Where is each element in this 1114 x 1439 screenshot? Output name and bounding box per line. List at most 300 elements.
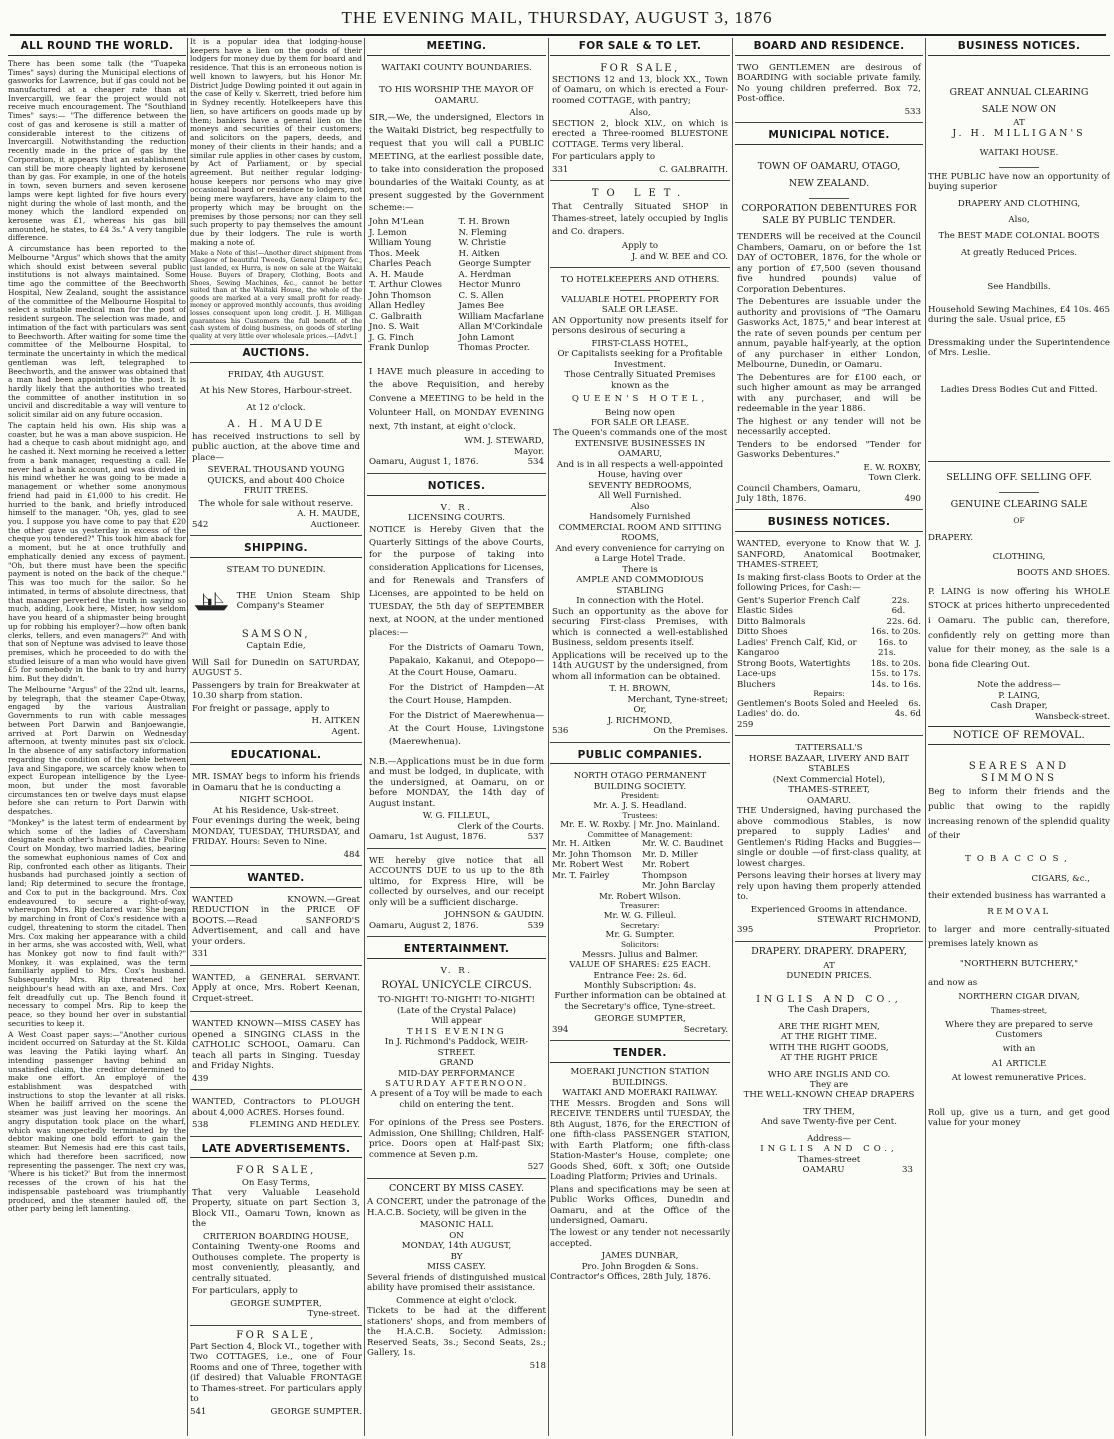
ad-line: The whole for sale without reserve. xyxy=(198,498,354,509)
ad-line: WAITAKI HOUSE. xyxy=(979,148,1059,159)
ad-number: 534 xyxy=(527,457,544,468)
ad-body: Roll up, give us a turn, and get good value for your money xyxy=(928,1107,1110,1129)
ad-signature-role: Secretary. xyxy=(683,1024,728,1035)
educational-ad xyxy=(190,769,362,866)
tender-ad xyxy=(550,1067,730,1283)
ad-number: 533 xyxy=(904,106,921,117)
ad-number: 537 xyxy=(527,832,544,843)
price-value: 6s. xyxy=(908,698,921,709)
ad-line: ARE THE RIGHT MEN, xyxy=(778,1021,880,1032)
ad-title: CORPORATION DEBENTURES FOR SALE BY PUBLIC TENDER. xyxy=(741,203,917,226)
ad-number: 259 xyxy=(737,719,754,730)
ad-body: Plans and specifications may be seen at Public Works Offices, Dunedin and Oamaru, and at the Office of the undersigned, Oamaru. xyxy=(550,1184,730,1226)
price-value: 18s. to 20s. xyxy=(870,658,921,669)
signatory-name: Charles Peach xyxy=(369,259,432,270)
ad-signature: C. GALBRAITH. xyxy=(659,164,728,175)
section-heading: AUCTIONS. xyxy=(190,344,362,363)
ad-line: At lowest remunerative Prices. xyxy=(951,1073,1087,1084)
ad-line: BOOTS AND SHOES. xyxy=(1016,568,1110,579)
ad-signature: P. LAING, xyxy=(998,690,1040,701)
signatory-name: John Lamont xyxy=(458,332,515,343)
ad-body: WE hereby give notice that all ACCOUNTS DUE to us up to the 8th ultimo, for Express Hire, will be collected by ourselves, and our receipt only will be a sufficient discharge. xyxy=(369,855,544,908)
ad-date: Oamaru, August 2, 1876. xyxy=(369,920,479,931)
ad-line: The BEST MADE COLONIAL BOOTS xyxy=(938,231,1100,242)
price-value: 22s. 6d. xyxy=(891,595,910,617)
ad-line: V. R. xyxy=(440,965,473,976)
ad-line: AT xyxy=(1013,117,1025,128)
ad-line: DRAPERY. xyxy=(928,533,974,544)
ad-number: 536 xyxy=(552,726,569,737)
ad-line: And is in all respects a well-appointed House, having over xyxy=(556,459,724,481)
ad-body: For particulars apply to xyxy=(552,152,655,163)
price-item: Gentlemen's Boots Soled and Heeled xyxy=(737,698,899,709)
ad-body: WANTED KNOWN—MISS CASEY has opened a SINGING CLASS in the CATHOLIC SCHOOL, Oamaru. Can teach all parts in Singing. Tuesday and Friday Nights. xyxy=(192,1019,360,1072)
ad-line: NIGHT SCHOOL xyxy=(239,795,313,806)
ad-signature: GEORGE SUMPTER, xyxy=(230,1298,322,1309)
ad-line: Captain Edie, xyxy=(246,641,306,652)
column-divider xyxy=(364,38,365,1436)
wanted-ad xyxy=(190,892,362,966)
ad-line: The Queen's commands one of the most xyxy=(552,428,728,439)
ad-line: Apply to xyxy=(621,241,659,252)
price-list xyxy=(737,596,921,690)
ad-signature-role: Mayor. xyxy=(514,446,544,457)
requisition-names xyxy=(369,217,544,353)
ad-line: TRY THEM, xyxy=(803,1106,855,1117)
ad-line: Mr. Robert Wilson. xyxy=(599,891,681,902)
ad-signature-role: Tyne-street. xyxy=(307,1309,360,1320)
ad-line: TO-NIGHT! TO-NIGHT! TO-NIGHT! xyxy=(378,995,535,1006)
ad-number: 395 xyxy=(737,925,754,936)
ad-signature-role: On the Premises. xyxy=(653,726,728,737)
ad-line: Mr. W. G. Filleul. xyxy=(603,911,677,922)
ad-line: "NORTHERN BUTCHERY," xyxy=(959,959,1079,970)
committee-member: Mr. John Barclay xyxy=(642,881,715,892)
ad-body: WANTED KNOWN.—Great REDUCTION in the PRICE OF BOOTS.—Read SANFORD'S Advertisement, and call and have your orders. xyxy=(192,894,360,947)
news-paragraphs xyxy=(8,60,186,1214)
ad-line: OF xyxy=(1013,515,1025,525)
price-row xyxy=(737,709,921,719)
column-divider xyxy=(187,38,188,1436)
ad-line: At greatly Reduced Prices. xyxy=(960,247,1078,258)
ad-line: CIGARS, &c., xyxy=(1031,874,1090,885)
section-heading: MUNICIPAL NOTICE. xyxy=(735,127,923,145)
ad-title: WAITAKI COUNTY BOUNDARIES. xyxy=(381,62,532,73)
ad-body: AN Opportunity now presents itself for persons desirous of securing a xyxy=(552,315,728,337)
section-heading: MEETING. xyxy=(367,38,546,56)
ad-number: 539 xyxy=(527,920,544,931)
municipal-ad xyxy=(735,149,923,510)
ad-body: has received instructions to sell by public auction, at the above time and place— xyxy=(192,431,360,463)
column-divider xyxy=(548,38,549,1436)
ad-body: WANTED, a GENERAL SERVANT. Apply at once, Mrs. Robert Keenan, Crquet-street. xyxy=(192,972,360,1004)
section-heading: NOTICES. xyxy=(367,478,546,496)
price-row xyxy=(737,669,921,679)
ad-line: Treasurer: xyxy=(620,901,660,911)
ad-line: Experienced Grooms in attendance. xyxy=(750,904,908,915)
ad-signature: WM. J. STEWARD, xyxy=(464,436,544,447)
ad-signature-role: Proprietor. xyxy=(873,925,921,936)
ad-body: Persons leaving their horses at livery may rely upon having them properly attended to. xyxy=(737,871,921,903)
ad-line: All Well Furnished. xyxy=(598,491,682,502)
signatory-name: C. S. Allen xyxy=(458,290,504,301)
ad-body: N.B.—Applications must be in due form and must be lodged, in duplicate, with the undersigned, at Oamaru, on or before MONDAY, the 14th day of August instant. xyxy=(369,756,544,809)
ad-line: Also, xyxy=(629,108,651,119)
auction-ad xyxy=(190,367,362,536)
ad-body: Part Section 4, Block VI., together with Two COTTAGES, i.e., one of Four Rooms and one of Three, together with (if desired) that Valuable FRONTAGE to Thames-street. For particulars apply to xyxy=(190,1341,362,1405)
ad-body: Passengers by train for Breakwater at 10.30 sharp from station. xyxy=(192,680,360,702)
ad-line: BY xyxy=(450,1251,463,1262)
ad-line: MASONIC HALL xyxy=(419,1220,494,1231)
ad-line: and now as xyxy=(928,977,978,988)
ad-line: WHO ARE INGLIS AND CO. xyxy=(767,1069,891,1080)
signatory-name: John Thomson xyxy=(369,290,432,301)
ad-title: TO LET. xyxy=(591,188,689,200)
ad-body: Four evenings during the week, being MONDAY, TUESDAY, THURSDAY, and FRIDAY. Hours: Seven to Nine. xyxy=(192,816,360,848)
ad-line: MISS CASEY. xyxy=(427,1262,486,1273)
price-value: 16s. to 20s. xyxy=(870,627,921,638)
section-heading: NOTICE OF REMOVAL. xyxy=(928,726,1110,745)
ad-line: Mr. A. J. S. Headland. xyxy=(593,801,687,812)
ad-signature: GEORGE SUMPTER, xyxy=(594,1014,686,1025)
bootmaker-ad xyxy=(735,536,923,736)
ad-title: LICENSING COURTS. xyxy=(407,513,506,524)
court-place: For the District of Maerewhenua—At the Court House, Livingstone (Maerewhenua). xyxy=(389,711,544,747)
price-value: 14s. to 16s. xyxy=(870,679,921,690)
ad-title: ROYAL UNICYCLE CIRCUS. xyxy=(381,979,532,992)
top-rule xyxy=(10,34,1106,36)
ad-body: to larger and more centrally-situated premises lately known as xyxy=(928,924,1110,949)
signatory-name: C. Galbraith xyxy=(369,311,422,322)
ad-line: They are xyxy=(809,1079,849,1090)
ad-line: FRIDAY, 4th AUGUST. xyxy=(227,369,325,380)
ad-body: THE Union Steam Ship Company's Steamer xyxy=(236,590,360,612)
ad-body: For freight or passage, apply to xyxy=(192,703,330,714)
news-paragraph: It is a popular idea that lodging-house keepers have a lien on the goods of their lodgers for money due by them for board and residence. That this is an erroneous notion is well known to lawyers, but his Honor Mr. District Judge Dowling pointed it out again in the case of Kelly v. Skerrett, tried before him in Sydney recently. Hotelkeepers have this lien, so have artificers on goods made up by them; bankers have a general lien on the moneys and securities of their customers; and solicitors on the papers, deeds, and money of their clients in their hands; and a similar rule applies in other cases by custom, by Act of Parliament, or by special agreement. But neither regular lodging-house keepers nor persons who may give occasional board or residence to lodgers, not being mere wayfarers, have any claim to the property which may be brought on the premises by those persons; nor can they sell such property to pay themselves the amount due by their lodgers. The rule is worth making a note of. xyxy=(190,38,362,247)
price-row xyxy=(737,596,921,617)
signatory-name: Jno. S. Wait xyxy=(369,322,419,333)
signatory-name: A. H. Maude xyxy=(369,269,424,280)
ad-line: (Next Commercial Hotel), xyxy=(772,774,886,785)
ad-line: In connection with the Hotel. xyxy=(576,596,704,607)
ad-line: FIRST-CLASS HOTEL, xyxy=(591,338,689,349)
tolet-ad xyxy=(550,185,730,268)
ad-line: VALUABLE HOTEL PROPERTY FOR SALE OR LEASE. xyxy=(561,294,719,316)
ad-line: OAMARU xyxy=(802,1165,845,1176)
ad-title: NORTH OTAGO PERMANENT BUILDING SOCIETY. xyxy=(573,771,707,792)
ad-body: Beg to inform their friends and the public that owing to the rapidly increasing renown of the splendid quality of their xyxy=(928,787,1110,842)
ad-number: 439 xyxy=(192,1073,209,1084)
advert-note: Make a Note of this!—Another direct shipment from Glasgow of beautiful Tweeds, General Drapery &c., just landed, ex Hurra, is now on sale at the Waitaki House. Buyers of Drapery, Clothing, Boots and Shoes, Sewing Machines, &c., cannot be better suited than at the Waitaki House, the whole of the goods are marked at a very small profit for ready-money or approved monthly accounts, thus avoiding losses consequent upon long credit. J. H. Milligan guarantees his Customers the full benefit of the cash system of doing business, on goods of sterling quality at very little over wholesale prices.—[Advt.] xyxy=(190,248,362,340)
ad-line: Thames-street xyxy=(797,1154,861,1165)
ad-title: TATTERSALL'S xyxy=(795,743,863,754)
ad-line: Also xyxy=(630,501,650,512)
price-value: 4s. 6d xyxy=(894,709,921,720)
ad-number: 527 xyxy=(527,1162,544,1173)
ad-line: WAITAKI AND MOERAKI RAILWAY. xyxy=(562,1088,718,1099)
ad-body: WANTED, everyone to Know that W. J. SANFORD, Anatomical Bootmaker, THAMES-STREET, xyxy=(737,539,921,571)
ad-line: GRAND xyxy=(439,1058,474,1069)
ad-line: CLOTHING, xyxy=(992,551,1046,562)
section-heading: BOARD AND RESIDENCE. xyxy=(735,38,923,56)
price-item: Ditto Shoes xyxy=(737,627,788,638)
ad-line: DUNEDIN PRICES. xyxy=(786,971,872,982)
shipping-ad xyxy=(190,562,362,744)
repair-price-list xyxy=(737,699,921,720)
price-item: Lace-ups xyxy=(737,669,777,680)
ad-date: Contractor's Offices, 28th July, 1876. xyxy=(550,1272,711,1283)
ad-number: 484 xyxy=(343,849,360,860)
news-paragraph: "Monkey" is the latest term of endearment by which some of the ladies of Caversham designate each other's husbands. At the Police Court on Monday, two married ladies, bearing the somewhat euphonious names of Cox and Rip, confronted each other as litigants. Their husbands had purchased jointly a section of land; Rip determined to secure the frontage, and Cox to put in the background. Mrs. Cox endeavoured to secure a right-of-way, whereupon Mrs. Rip declared war. She began by marching in front of Cox's residence with a cudgel, threatening to storm the citadel. Then Mrs. Cox making her appearance with a child in her arms, she was accosted with, Well, what has Monkey got now to find fault with?" Monkey, it was explained, was the term familiarly applied to Mrs. Cox's husband. Subsequently Mrs. Rip threatened her neighbour's head with an axe, and Mrs. Cox felt dreadfully cut up. The Bench found it necessary to compel Mrs. Rip to keep the peace, so they bound her over in substantial securities to keep it. xyxy=(8,817,186,1028)
signatory-name: Allan M'Corkindale xyxy=(458,322,543,333)
price-row xyxy=(737,699,921,709)
ad-line: Will appear xyxy=(431,1016,482,1027)
ad-line: At his Residence, Usk-street. xyxy=(213,805,339,816)
ad-body: SECTION 2, block XLV., on which is erected a Three-roomed BLUESTONE COTTAGE. Terms very liberal. xyxy=(552,118,728,150)
ad-title: FOR SALE, xyxy=(236,1329,316,1341)
ad-line: HORSE BAZAAR, LIVERY AND BAIT STABLES xyxy=(749,753,909,775)
licensing-ad xyxy=(367,500,546,849)
news-paragraph: The captain held his own. His ship was a coaster, but he was a man above suspicion. He had a cheque to cash about midnight ago, and he cashed it. Next morning he received a letter from a bank manager, requesting a call. He never had a bank account, and was divided in his mind whether he was going to be made a management or whether some anonymous friend had paid in £1,000 to his credit. He hurried to the bank, and briefly introduced himself to the manager. "Oh, yes, glad to see you. I suppose you have come to pay that £20 the other gave us yesterday in excess of the cheque you tendered?" This took him aback for a moment, but he at once truthfully and emphatically denied any excess of payment. "Oh, but there must have been the specific payment is noted on the back of the cheque." This was too much for the sailor. So he intimated, in terms of absolute directness, that that manager perverted the truth in saying so much, adding, Look here, Mister, how seldom have you heard of a shipmaster being brought up for robbing his employer?—how often bank clerks, tellers, and even managers?" And with that son of Neptune was advised to leave those premises, which he proceeded to do with the studied leisure of a man who would have given £5 for somebody in the bank to try and hurry him. But they didn't. xyxy=(8,420,186,684)
ad-body: That very Valuable Leasehold Property, situate on part Section 3, Block VII., Oamaru Town, known as the xyxy=(192,1187,360,1230)
signatory-name: Hector Munro xyxy=(458,280,521,291)
signatory-name: George Sumpter xyxy=(458,259,531,270)
ad-line: CRITERION BOARDING HOUSE, xyxy=(203,1231,349,1242)
ad-body: That Centrally Situated SHOP in Thames-street, lately occupied by Inglis and Co. drapers. xyxy=(552,201,728,238)
ad-date: July 18th, 1876. xyxy=(737,493,807,504)
ad-line: At his New Stores, Harbour-street. xyxy=(199,386,353,397)
ad-line: REMOVAL xyxy=(987,907,1051,918)
news-paragraph: There has been some talk (the "Tuapeka Times" says) during the Municipal elections of gasworks for Lawrence, but if gas could not be manufactured at a cheaper rate than at Invercargill, we fear the project would not receive much encouragement. The "Southland Times" says:— "The difference between the cost of gas and kerosene is still a matter of considerable interest to the citizens of Invercargill. Notwithstanding the reduction recently made in the price of gas by the Corporation, it appears that an establishment can still be more cheaply lighted by kerosene than by gas. For example, in one of the hotels in town, seven burners and seven kerosene lamps were kept lighted for five hours every night during the whole of last month, and the money which the landlord expended on kerosene was £1, whereas his gas bill amounted, he states, to £4 3s." A very tangible difference. xyxy=(8,58,186,243)
ad-body: Several friends of distinguished musical ability have promised their assistance. xyxy=(367,1272,546,1294)
ad-line: There is xyxy=(622,564,658,575)
ad-line: On Easy Terms, xyxy=(241,1177,311,1188)
ad-signature: E. W. ROXBY, xyxy=(863,462,921,473)
ad-line: Entrance Fee: 2s. 6d. xyxy=(593,970,687,981)
signatory-name: Thomas Procter. xyxy=(458,343,530,354)
ad-date: Oamaru, August 1, 1876. xyxy=(369,457,479,468)
ad-line: Being now open xyxy=(604,407,675,418)
news-paragraph: A circumstance has been reported to the Melbourne "Argus" which shows that the amity which should exist between several public institutions is not always maintained. Some time ago the committee of the Beechworth Hospital, New Zealand, sought the assistance of the committee of the Melbourne Hospital to select a suitable medical man for the post of resident surgeon. The selection was made, and intimation of the fact with particulars was sent to Beechworth. After waiting for some time the committee of the Melbourne Hospital, to terminate the uncertainty in which the medical gentleman was left, telegraphed to Beechworth, and the answer was obtained that a man had been appointed to the post. It is hardly likely that the authorities who treated the committee of another institution in so uncivil and discreditable a way will venture to solicit similar aid on any future occasion. xyxy=(8,244,186,420)
stables-ad xyxy=(735,740,923,942)
signatory-name: T. H. Brown xyxy=(458,217,510,228)
ad-line: THE WELL-KNOWN CHEAP DRAPERS xyxy=(743,1090,915,1101)
ad-line: AMPLE AND COMMODIOUS STABLING xyxy=(576,575,704,596)
ad-body: Tickets to be had at the different stationers' shops, and from members of the H.A.C.B. Society. Admission: Reserved Seats, 3s.; Second Seats, 2s.; Gallery, 1s. xyxy=(367,1306,546,1359)
circus-ad xyxy=(367,963,546,1179)
committee-member: Mr. John Thomson xyxy=(552,849,632,860)
ad-line: See Handbills. xyxy=(987,282,1051,293)
signatory-name: A. Herdman xyxy=(458,269,512,280)
ad-title: DRAPERY. DRAPERY. DRAPERY, xyxy=(751,945,907,957)
board-ad xyxy=(735,60,923,123)
ad-body: P. LAING is now offering his WHOLE STOCK at prices hitherto unprecedented i Oamaru. The public can, therefore, confidently rely on getting more than value for their money, as the sale is a bona fide Clearing Out. xyxy=(928,586,1110,670)
column-3 xyxy=(367,38,546,1436)
signatory-name: J. G. Finch xyxy=(369,332,414,343)
ad-line: COMMERCIAL ROOM AND SITTING ROOMS, xyxy=(558,522,722,544)
ad-line: Council Chambers, Oamaru, xyxy=(737,483,861,494)
ad-signature: A. H. MAUDE, xyxy=(297,509,360,520)
section-heading: ALL ROUND THE WORLD. xyxy=(8,38,186,56)
ad-line: QUEEN'S HOTEL, xyxy=(571,394,709,405)
ad-line: THIS EVENING xyxy=(406,1026,507,1037)
ad-body: Such an opportunity as the above for securing First-class Premises, with which is connected a well-established Business, seldom presents itself. xyxy=(552,606,728,649)
ad-signature: JOHNSON & GAUDIN. xyxy=(444,910,544,921)
signatory-name: William Young xyxy=(369,238,432,249)
ad-title: GREAT ANNUAL CLEARING SALE NOW ON xyxy=(949,86,1089,115)
ad-signature: J. RICHMOND, xyxy=(607,715,673,726)
ad-signature: GEORGE SUMPTER. xyxy=(270,1406,362,1417)
committee-member: Mr. D. Miller xyxy=(642,849,698,860)
ad-line: OAMARU. xyxy=(807,795,851,806)
signatory-name: H. Aitken xyxy=(458,248,500,259)
signatory-name: W. Christie xyxy=(458,238,506,249)
signatory-name: Thos. Meek xyxy=(369,248,420,259)
ad-line: Trustees: xyxy=(622,810,658,820)
ad-line: And save Twenty-five per Cent. xyxy=(760,1117,897,1128)
late-ad xyxy=(190,1330,362,1418)
ad-line: Or, xyxy=(633,705,647,716)
section-heading: BUSINESS NOTICES. xyxy=(928,38,1110,56)
column-divider xyxy=(925,38,926,1436)
ad-line: with an xyxy=(1002,1044,1036,1055)
ad-signature-role: Town Clerk. xyxy=(868,473,921,484)
court-place: For the District of Hampden—At the Court House, Hampden. xyxy=(389,683,544,707)
ad-line: Messrs. Julius and Balmer. xyxy=(581,949,699,960)
ad-name: A. H. MAUDE xyxy=(227,419,325,431)
ad-line: Monthly Subscription: 4s. xyxy=(583,980,697,991)
ad-line: INGLIS AND CO., xyxy=(760,1144,898,1155)
ad-number: 465 xyxy=(1093,304,1110,315)
ad-line: President: xyxy=(620,791,660,801)
signatory-name: J. Lemon xyxy=(369,227,407,238)
section-heading: BUSINESS NOTICES. xyxy=(735,514,923,532)
ad-line: TOWN OF OAMARU, OTAGO, NEW ZEALAND. xyxy=(757,161,901,190)
ad-number: 33 xyxy=(902,1165,913,1176)
concert-ad xyxy=(367,1183,546,1371)
signatory-name: T. Arthur Clowes xyxy=(369,280,442,291)
section-heading: EDUCATIONAL. xyxy=(190,747,362,765)
ad-line: J. H. MILLIGAN'S xyxy=(952,128,1086,140)
ad-signature: J. and W. BEE and CO. xyxy=(631,251,728,262)
price-item: Strong Boots, Watertights xyxy=(737,658,851,669)
ad-line: Ladies Dress Bodies Cut and Fitted. xyxy=(940,384,1098,395)
ad-body: THE PUBLIC have now an opportunity of buying superior xyxy=(928,171,1110,193)
committee-member: Mr. Robert Thompson xyxy=(642,860,690,881)
ad-body: Applications will be received up to the 14th AUGUST by the undersigned, from whom all information can be obtained. xyxy=(552,650,728,682)
ad-line: Handsomely Furnished xyxy=(589,512,691,523)
committee-member: Mr. Robert West xyxy=(552,860,624,871)
ad-signature: STEWART RICHMOND, xyxy=(817,914,921,925)
ad-line: TOBACCOS, xyxy=(965,853,1073,864)
ad-line: Where they are prepared to serve Customers xyxy=(945,1019,1093,1040)
ad-line: MID-DAY PERFORMANCE xyxy=(398,1068,515,1079)
ad-body: TWO GENTLEMEN are desirous of BOARDING with sociable private family. No young children preferred. Box 72, Post-office. xyxy=(737,62,921,105)
ad-number: 541 xyxy=(190,1406,207,1417)
ad-body: THE Undersigned, having purchased the above commodious Stables, is now prepared to supply Ladies' and Gentlemen's Riding Hacks and Buggies—single or double —of first-class quality, at lowest charges. xyxy=(737,806,921,869)
ad-line: THAMES-STREET, xyxy=(788,785,870,796)
ad-signature-role: Auctioneer. xyxy=(310,519,360,530)
price-row xyxy=(737,638,921,659)
news-paragraph: A West Coast paper says:—"Another curious incident occurred on Saturday at the St. Kilda was leaving the Patiki laying wharf. An intending passenger having behind an unsatisfied claim, the creditor determined to make one effort. An employé of the establishment was despatched with instructions to stop the levanter at all risks. When he bailiff arrived on the scene the steamer was just leaving her moorings. An angry disputation took place on the wharf, which was unexpectedly terminated by the debtor making one bold effort to gain the steamer. But Nemesis had ere this cast tails, which had therefore been sacrificed, now representing the passenger. The next cry was, 'Where is his ticket?' But from the innermost recesses of the crown of his hat the indispensable pasteboard was triumphantly produced, and the steamer hauled off, the other party being left lamenting. xyxy=(8,1029,186,1214)
late-ad xyxy=(190,1162,362,1325)
price-value: 15s. to 17s. xyxy=(870,669,921,680)
ad-body: Containing Twenty-one Rooms and Outhouses complete. The property is most conveniently, pleasantly, and centrally situated. xyxy=(192,1242,360,1284)
ad-signature: W. G. FILLEUL, xyxy=(422,811,491,822)
ad-line: Mr. E. W. Roxby. | Mr. Jno. Mainland. xyxy=(560,820,720,831)
ad-line: Committee of Management: xyxy=(587,829,693,839)
ad-line: AT THE RIGHT TIME. xyxy=(780,1032,878,1043)
signatory-name: James Bee xyxy=(458,301,504,312)
ad-body: WANTED, Contractors to PLOUGH about 4,000 ACRES. Horses found. xyxy=(192,1097,360,1118)
ad-line: A1 ARTICLE xyxy=(991,1058,1047,1069)
ad-body: SEVERAL THOUSAND YOUNG QUICKS, and about 400 Choice FRUIT TREES. xyxy=(207,465,345,497)
price-row xyxy=(737,627,921,637)
wanted-list xyxy=(190,892,362,1137)
ad-signature-role: Pro. John Brogden & Sons. xyxy=(581,1261,699,1272)
ad-number: 490 xyxy=(904,493,921,504)
ad-body: their extended business has warranted a xyxy=(928,890,1106,901)
ad-title: FOR SALE, xyxy=(236,1165,316,1177)
ad-line: Those Centrally Situated Premises known as the xyxy=(564,370,716,391)
price-item: Gent's Superior French Calf Elastic Sides xyxy=(737,595,860,617)
ad-line: NORTHERN CIGAR DIVAN, xyxy=(958,992,1080,1003)
masthead: THE EVENING MAIL, THURSDAY, AUGUST 3, 1876 xyxy=(341,8,773,27)
court-place: For the Districts of Oamaru Town, Papakaio, Kakanui, and Otepopo—At the Court House, Oamaru. xyxy=(389,642,544,679)
ad-body: Further information can be obtained at the Secretary's office, Tyne-street. xyxy=(554,991,726,1012)
ad-body: For particulars, apply to xyxy=(192,1286,298,1297)
ad-line: (Late of the Crystal Palace) xyxy=(397,1005,516,1016)
ad-body: The Debentures are issuable under the authority and provisions of "The Oamaru Gasworks Act, 1875," and bear interest at the rate of seven pounds per centum per annum, payable half-yearly, at the option of any purchaser in either London, Melbourne, Dunedin, or Oamaru. xyxy=(737,297,921,371)
committee-member: Mr. T. Fairley xyxy=(552,870,610,881)
ad-title: TO HOTELKEEPERS AND OTHERS. xyxy=(560,275,720,286)
price-item: Bluchers xyxy=(737,679,776,690)
ad-title: GENUINE CLEARING SALE xyxy=(950,498,1088,510)
ad-line: Also, xyxy=(1008,214,1030,225)
column-2 xyxy=(190,38,362,1436)
ad-number: 394 xyxy=(552,1024,569,1035)
wanted-ad xyxy=(190,970,362,1012)
ad-signature-role: Merchant, Tyne-street; xyxy=(627,694,728,705)
ad-body: NOTICE is Hereby Given that the Quarterly Sittings of the above Courts, for the purpose of taking into consideration Applications for Licenses, and for Renewals and Transfers of Licenses, are appointed to be held on TUESDAY, the 5th day of SEPTEMBER next, at NOON, at the under mentioned places:— xyxy=(369,524,544,638)
ad-body: The lowest or any tender not necessarily accepted. xyxy=(550,1228,730,1249)
ad-line: DRAPERY AND CLOTHING, xyxy=(957,198,1081,209)
ad-line: Secretary: xyxy=(620,920,660,930)
ad-body: For opinions of the Press see Posters. Admission, One Shilling; Children, Half-price. Doors open at Half-past Six; commence at Seven p.m. xyxy=(369,1118,544,1160)
ad-line: V. R. xyxy=(440,502,473,513)
price-value: 16s. to 21s. xyxy=(877,637,908,659)
ad-number: 542 xyxy=(192,519,209,530)
price-row xyxy=(737,659,921,669)
signatory-name: N. Fleming xyxy=(458,227,507,238)
column-6 xyxy=(928,38,1110,1436)
column-5 xyxy=(735,38,923,1436)
ad-line: AT THE RIGHT PRICE xyxy=(780,1053,878,1064)
ship-name: SAMSON, xyxy=(241,629,311,641)
ad-body: Dressmaking under the Superintendence of Mrs. Leslie. xyxy=(928,337,1110,359)
ad-line: Note the address— xyxy=(977,680,1061,691)
ad-line: Commence at eight o'clock. xyxy=(396,1295,517,1306)
ad-date: Oamaru, 1st August, 1876. xyxy=(369,832,487,843)
ad-body: Is making first-class Boots to Order at the following Prices, for Cash:— xyxy=(737,572,921,594)
ad-body: The highest or any tender will not be necessarily accepted. xyxy=(737,416,921,438)
ad-body: The Debentures are for £100 each, or such higher amount as may be arranged with any purchaser, and will be redeemable in the year 1886. xyxy=(737,372,921,415)
sale-ad xyxy=(550,60,730,182)
column-news xyxy=(8,38,186,1436)
ad-line: Address— xyxy=(807,1133,851,1144)
ad-line: VALUE OF SHARES: £25 EACH. xyxy=(569,960,711,971)
ad-line: AT xyxy=(823,960,835,971)
